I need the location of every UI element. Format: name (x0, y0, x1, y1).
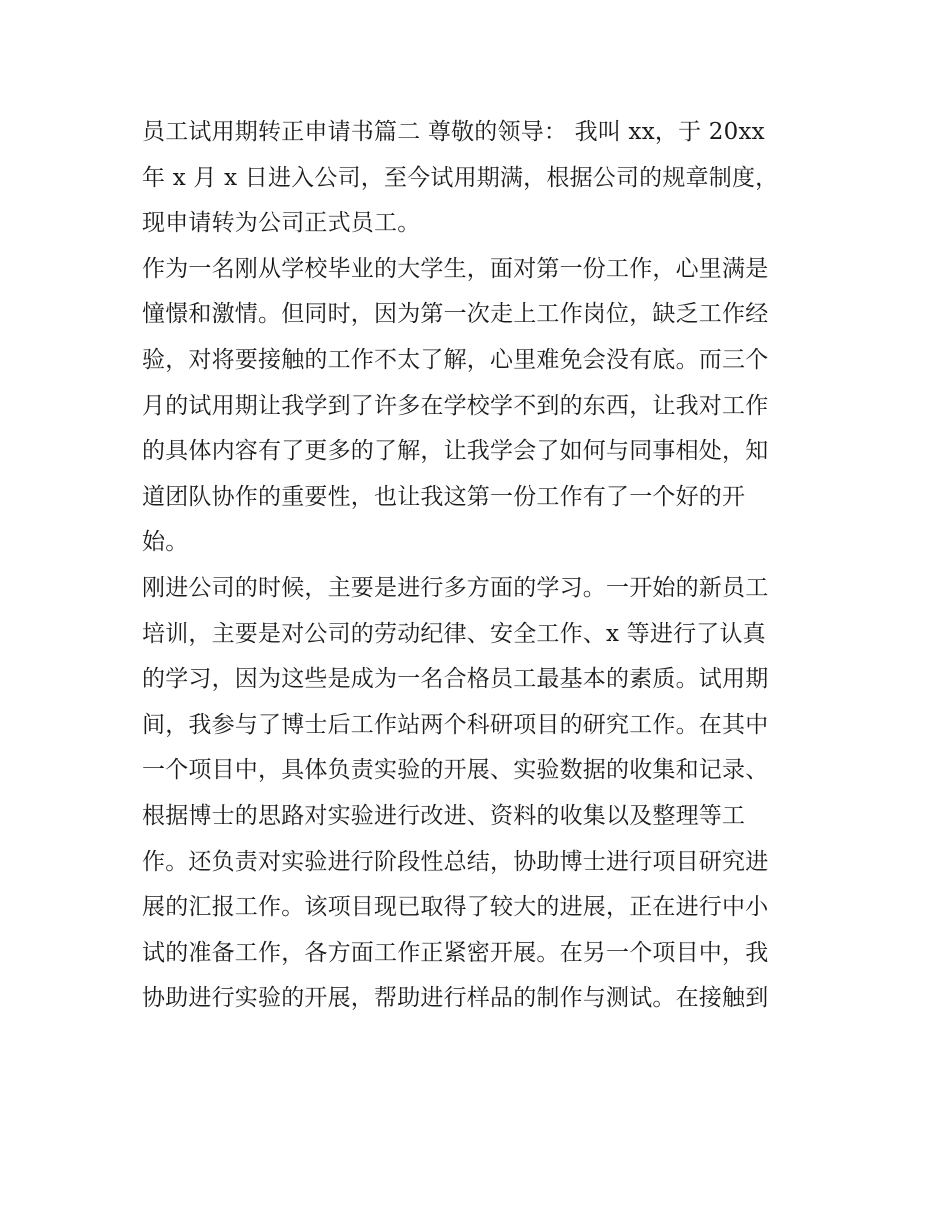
text-line: 月的试用期让我学到了许多在学校学不到的东西，让我对工作 (142, 392, 769, 419)
text-line: 作。还负责对实验进行阶段性总结，协助博士进行项目研究进 (142, 848, 769, 875)
text-line: 作为一名刚从学校毕业的大学生，面对第一份工作，心里满是 (142, 255, 769, 282)
text-line: 一个项目中，具体负责实验的开展、实验数据的收集和记录、 (142, 757, 769, 784)
text-line: 培训，主要是对公司的劳动纪律、安全工作、x 等进行了认真 (142, 620, 766, 647)
text-line: 憧憬和激情。但同时，因为第一次走上工作岗位，缺乏工作经 (142, 301, 769, 328)
text-line: 协助进行实验的开展，帮助进行样品的制作与测试。在接触到 (142, 985, 769, 1012)
text-line: 的具体内容有了更多的了解，让我学会了如何与同事相处，知 (142, 438, 769, 465)
text-line: 现申请转为公司正式员工。 (142, 210, 421, 237)
text-line: 员工试用期转正申请书篇二 尊敬的领导： 我叫 xx，于 20xx (142, 119, 765, 145)
text-line: 间，我参与了博士后工作站两个科研项目的研究工作。在其中 (142, 711, 769, 738)
text-line: 验，对将要接触的工作不太了解，心里难免会没有底。而三个 (142, 346, 769, 373)
document-body (142, 110, 822, 1022)
text-line: 的学习，因为这些是成为一名合格员工最基本的素质。试用期 (142, 666, 769, 693)
text-line: 试的准备工作，各方面工作正紧密开展。在另一个项目中，我 (142, 939, 769, 966)
text-line: 根据博士的思路对实验进行改进、资料的收集以及整理等工 (142, 802, 746, 829)
text-line: 展的汇报工作。该项目现已取得了较大的进展，正在进行中小 (142, 894, 769, 921)
text-line: 年 x 月 x 日进入公司，至今试用期满，根据公司的规章制度， (142, 164, 779, 191)
text-line: 刚进公司的时候，主要是进行多方面的学习。一开始的新员工 (142, 574, 769, 601)
text-line: 道团队协作的重要性，也让我这第一份工作有了一个好的开 (142, 483, 746, 510)
text-line: 始。 (142, 529, 189, 556)
